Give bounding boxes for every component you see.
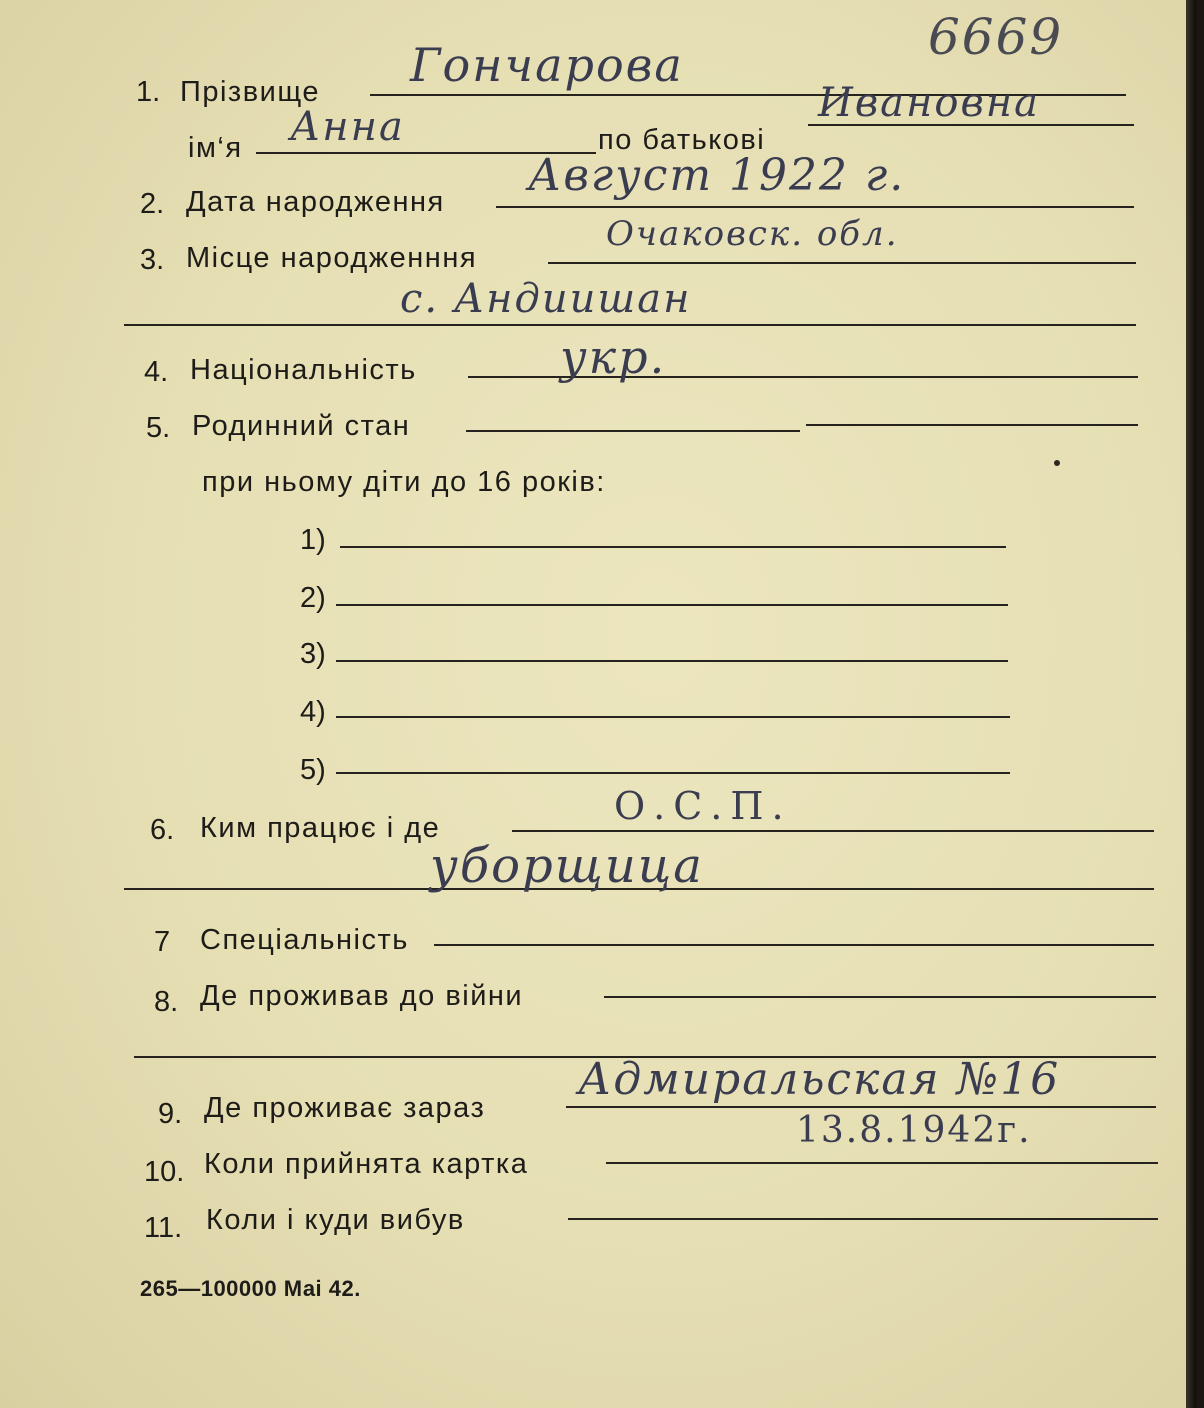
patronymic-value: Ивановна bbox=[818, 80, 1040, 126]
occupation-value-2: уборщица bbox=[430, 838, 704, 894]
first-name-label: ім‘я bbox=[188, 132, 243, 164]
field-3-number: 3. bbox=[140, 244, 165, 276]
child-3-line bbox=[336, 660, 1008, 662]
card-edge-shadow bbox=[1186, 0, 1196, 1408]
marital-status-label: Родинний стан bbox=[192, 410, 411, 442]
child-1-line bbox=[340, 546, 1006, 548]
field-4-number: 4. bbox=[144, 356, 169, 388]
patronymic-label: по батькові bbox=[598, 124, 766, 156]
field-7-number: 7 bbox=[154, 926, 171, 958]
child-4-line bbox=[336, 716, 1010, 718]
child-5-number: 5) bbox=[300, 754, 326, 786]
birth-date-line bbox=[496, 206, 1134, 208]
field-6-number: 6. bbox=[150, 814, 175, 846]
birth-place-line bbox=[548, 262, 1136, 264]
child-3-number: 3) bbox=[300, 638, 326, 670]
birth-date-value: Август 1922 г. bbox=[528, 150, 906, 201]
field-9-number: 9. bbox=[158, 1098, 183, 1130]
birth-place-value-2: с. Андиишан bbox=[400, 276, 692, 322]
first-name-value: Анна bbox=[290, 104, 405, 150]
child-1-number: 1) bbox=[300, 524, 326, 556]
marital-status-line-a bbox=[466, 430, 800, 432]
current-residence-label: Де проживає зараз bbox=[204, 1092, 486, 1124]
marital-status-line-b bbox=[806, 424, 1138, 426]
print-run-footer: 265—100000 Маі 42. bbox=[140, 1276, 361, 1301]
current-residence-value: Адмиральская №16 bbox=[578, 1054, 1061, 1105]
prewar-residence-label: Де проживав до війни bbox=[200, 980, 524, 1012]
prewar-residence-line bbox=[604, 996, 1156, 998]
paper-speck bbox=[1054, 460, 1060, 466]
current-residence-line bbox=[566, 1106, 1156, 1108]
departure-line bbox=[568, 1218, 1158, 1220]
birth-place-value: Очаковск. обл. bbox=[606, 214, 899, 254]
departure-label: Коли і куди вибув bbox=[206, 1204, 465, 1236]
surname-value: Гончарова bbox=[410, 38, 684, 92]
children-label: при ньому діти до 16 років: bbox=[202, 466, 606, 498]
child-4-number: 4) bbox=[300, 696, 326, 728]
card-accepted-line bbox=[606, 1162, 1158, 1164]
card-accepted-value: 13.8.1942г. bbox=[796, 1110, 1032, 1151]
child-2-number: 2) bbox=[300, 582, 326, 614]
field-10-number: 10. bbox=[144, 1156, 185, 1188]
surname-label: Прізвище bbox=[180, 76, 320, 108]
archive-number: 6669 bbox=[928, 8, 1064, 66]
nationality-label: Національність bbox=[190, 354, 417, 386]
field-8-number: 8. bbox=[154, 986, 179, 1018]
speciality-line bbox=[434, 944, 1154, 946]
field-11-number: 11. bbox=[144, 1212, 183, 1244]
occupation-label: Ким працює і де bbox=[200, 812, 441, 844]
child-5-line bbox=[336, 772, 1010, 774]
occupation-line bbox=[512, 830, 1154, 832]
nationality-value: укр. bbox=[560, 330, 667, 384]
birth-date-label: Дата народження bbox=[186, 186, 445, 218]
speciality-label: Спеціальність bbox=[200, 924, 409, 956]
child-2-line bbox=[336, 604, 1008, 606]
field-1-number: 1. bbox=[136, 76, 161, 108]
occupation-value: О.С.П. bbox=[614, 784, 792, 828]
card-accepted-label: Коли прийнята картка bbox=[204, 1148, 529, 1180]
birth-place-label: Місце народженння bbox=[186, 242, 478, 274]
field-5-number: 5. bbox=[146, 412, 171, 444]
birth-place-line-2 bbox=[124, 324, 1136, 326]
field-2-number: 2. bbox=[140, 188, 165, 220]
